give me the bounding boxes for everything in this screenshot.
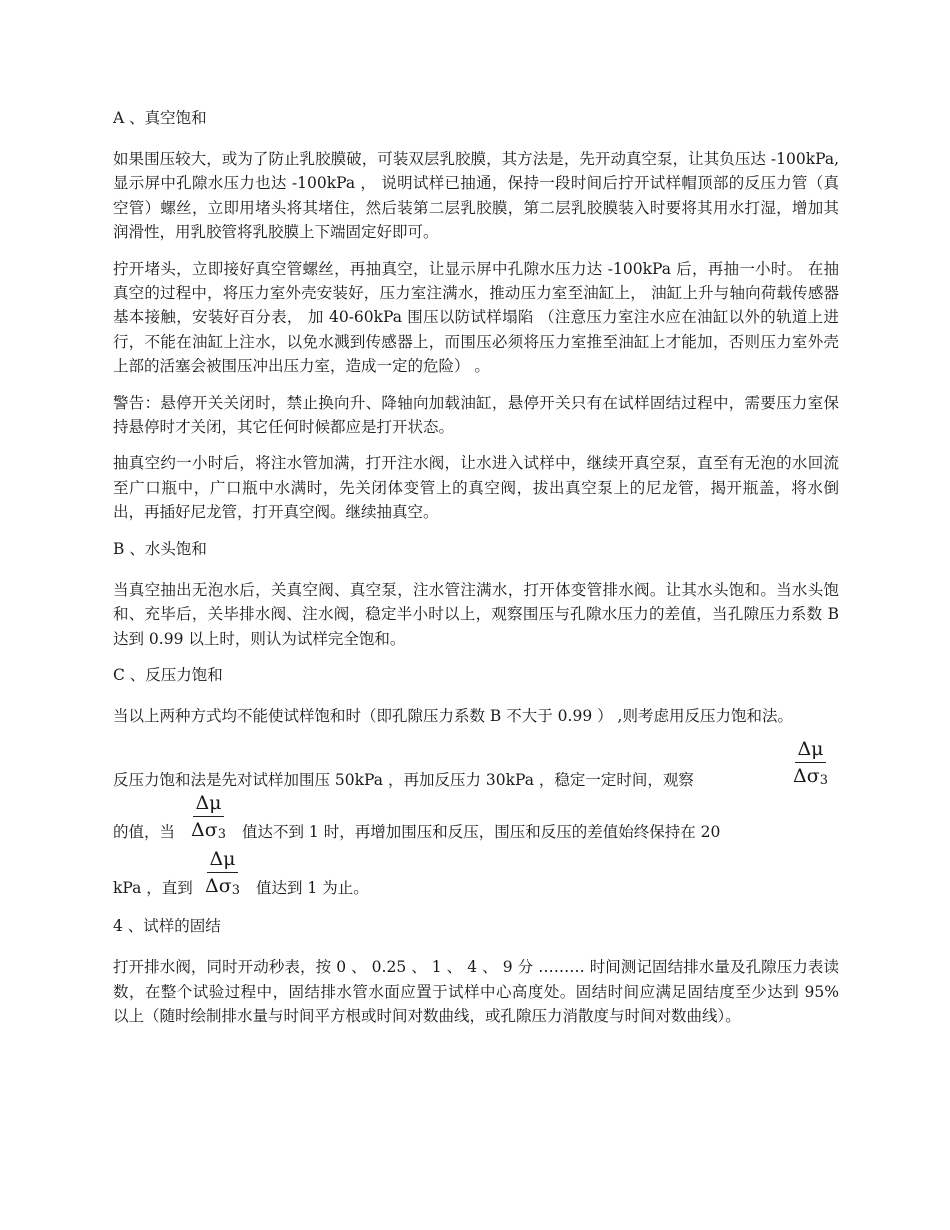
section-a-paragraph-1: 如果围压较大，或为了防止乳胶膜破，可装双层乳胶膜，其方法是，先开动真空泵，让其负压达 -100kPa, 显示屏中孔隙水压力也达 -100kPa ， 说明试样已抽通，保持一段时间后拧开试样帽顶部的反压力管（真空管）螺丝，立即用堵头将其堵住，然后装第二层乳胶膜，第二层乳胶膜装入时要将其用水打湿，增加其润滑性，用乳胶管将乳胶膜上下端固定好即可。 xyxy=(113,150,839,242)
fraction-numerator: Δμ xyxy=(195,792,222,815)
ratio-fraction-1 xyxy=(793,738,828,792)
back-pressure-line-1 xyxy=(113,738,839,788)
back-pressure-line-2 xyxy=(113,788,839,844)
back-pressure-text-1: 反压力饱和法是先对试样加围压 50kPa ，再加反压力 30kPa ，稳定一定时间，观察 xyxy=(113,771,694,790)
fraction-den-text: Δσ xyxy=(793,765,820,788)
section-c-heading: C 、反压力饱和 xyxy=(113,665,223,684)
section-c-paragraph-1: 当以上两种方式均不能使试样饱和时（即孔隙压力系数 B 不大于 0.99 ） ,则考虑用反压力饱和法。 xyxy=(113,706,793,725)
warning-paragraph: 警告：悬停开关关闭时，禁止换向升、降轴向加载油缸，悬停开关只有在试样固结过程中，需要压力室保持悬停时才关闭，其它任何时候都应是打开状态。 xyxy=(113,393,839,437)
fraction-subscript: 3 xyxy=(819,773,828,789)
back-pressure-text-2b: 值达不到 1 时，再增加围压和反压，围压和反压的差值始终保持在 20 xyxy=(242,823,721,842)
fraction-den-text: Δσ xyxy=(191,819,218,842)
fraction-subscript: 3 xyxy=(231,883,240,899)
section-4-heading: 4 、试样的固结 xyxy=(113,917,221,936)
section-a-heading: A 、真空饱和 xyxy=(113,109,207,127)
section-4-paragraph: 打开排水阀，同时开动秒表，按 0 、 0.25 、 1 、 4 、 9 分 ……… 时间测记固结排水量及孔隙压力表读数，在整个试验过程中，固结排水管水面应置于试样中心高度处。固结时间应满足固结度至少达到 95% 以上（随时绘制排水量与时间平方根或时间对数曲线，或孔隙压力消散度与时间对数曲线）。 xyxy=(113,958,839,1026)
document-page xyxy=(113,106,839,1041)
fraction-den-text: Δσ xyxy=(205,875,232,898)
ratio-fraction-2 xyxy=(191,792,226,846)
fraction-numerator: Δμ xyxy=(209,848,236,871)
fraction-denominator xyxy=(191,817,226,846)
fraction-numerator: Δμ xyxy=(797,738,824,761)
fraction-subscript: 3 xyxy=(217,827,226,843)
fraction-denominator xyxy=(205,873,240,902)
back-pressure-line-3 xyxy=(113,844,839,900)
ratio-fraction-3 xyxy=(205,848,240,902)
section-a-paragraph-4: 抽真空约一小时后，将注水管加满，打开注水阀，让水进入试样中，继续开真空泵，直至有无泡的水回流至广口瓶中，广口瓶中水满时，先关闭体变管上的真空阀，拔出真空泵上的尼龙管，揭开瓶盖，将水倒出，再插好尼龙管，打开真空阀。继续抽真空。 xyxy=(113,454,839,522)
back-pressure-text-3b: 值达到 1 为止。 xyxy=(256,879,369,898)
back-pressure-block xyxy=(113,738,839,900)
section-b-paragraph: 当真空抽出无泡水后，关真空阀、真空泵，注水管注满水，打开体变管排水阀。让其水头饱和。当水头饱和、充毕后，关毕排水阀、注水阀，稳定半小时以上，观察围压与孔隙水压力的差值，当孔隙压力系数 B 达到 0.99 以上时，则认为试样完全饱和。 xyxy=(113,580,839,648)
back-pressure-text-3a: kPa ，直到 xyxy=(113,879,193,898)
section-b-heading: B 、水头饱和 xyxy=(113,539,207,558)
section-a-paragraph-2: 拧开堵头，立即接好真空管螺丝，再抽真空，让显示屏中孔隙水压力达 -100kPa 后，再抽一小时。 在抽真空的过程中，将压力室外壳安装好，压力室注满水，推动压力室至油缸上， 油缸上升与轴向荷载传感器基本接触，安装好百分表， 加 40-60kPa 围压以防试样塌陷 （注意压力室注水应在油缸以外的轨道上进行，不能在油缸上注水，以免水溅到传感器上，而围压必须将压力室推至油缸上才能加，否则压力室外壳上部的活塞会被围压冲出压力室，造成一定的危险） 。 xyxy=(113,259,839,376)
back-pressure-text-2a: 的值，当 xyxy=(113,823,176,842)
